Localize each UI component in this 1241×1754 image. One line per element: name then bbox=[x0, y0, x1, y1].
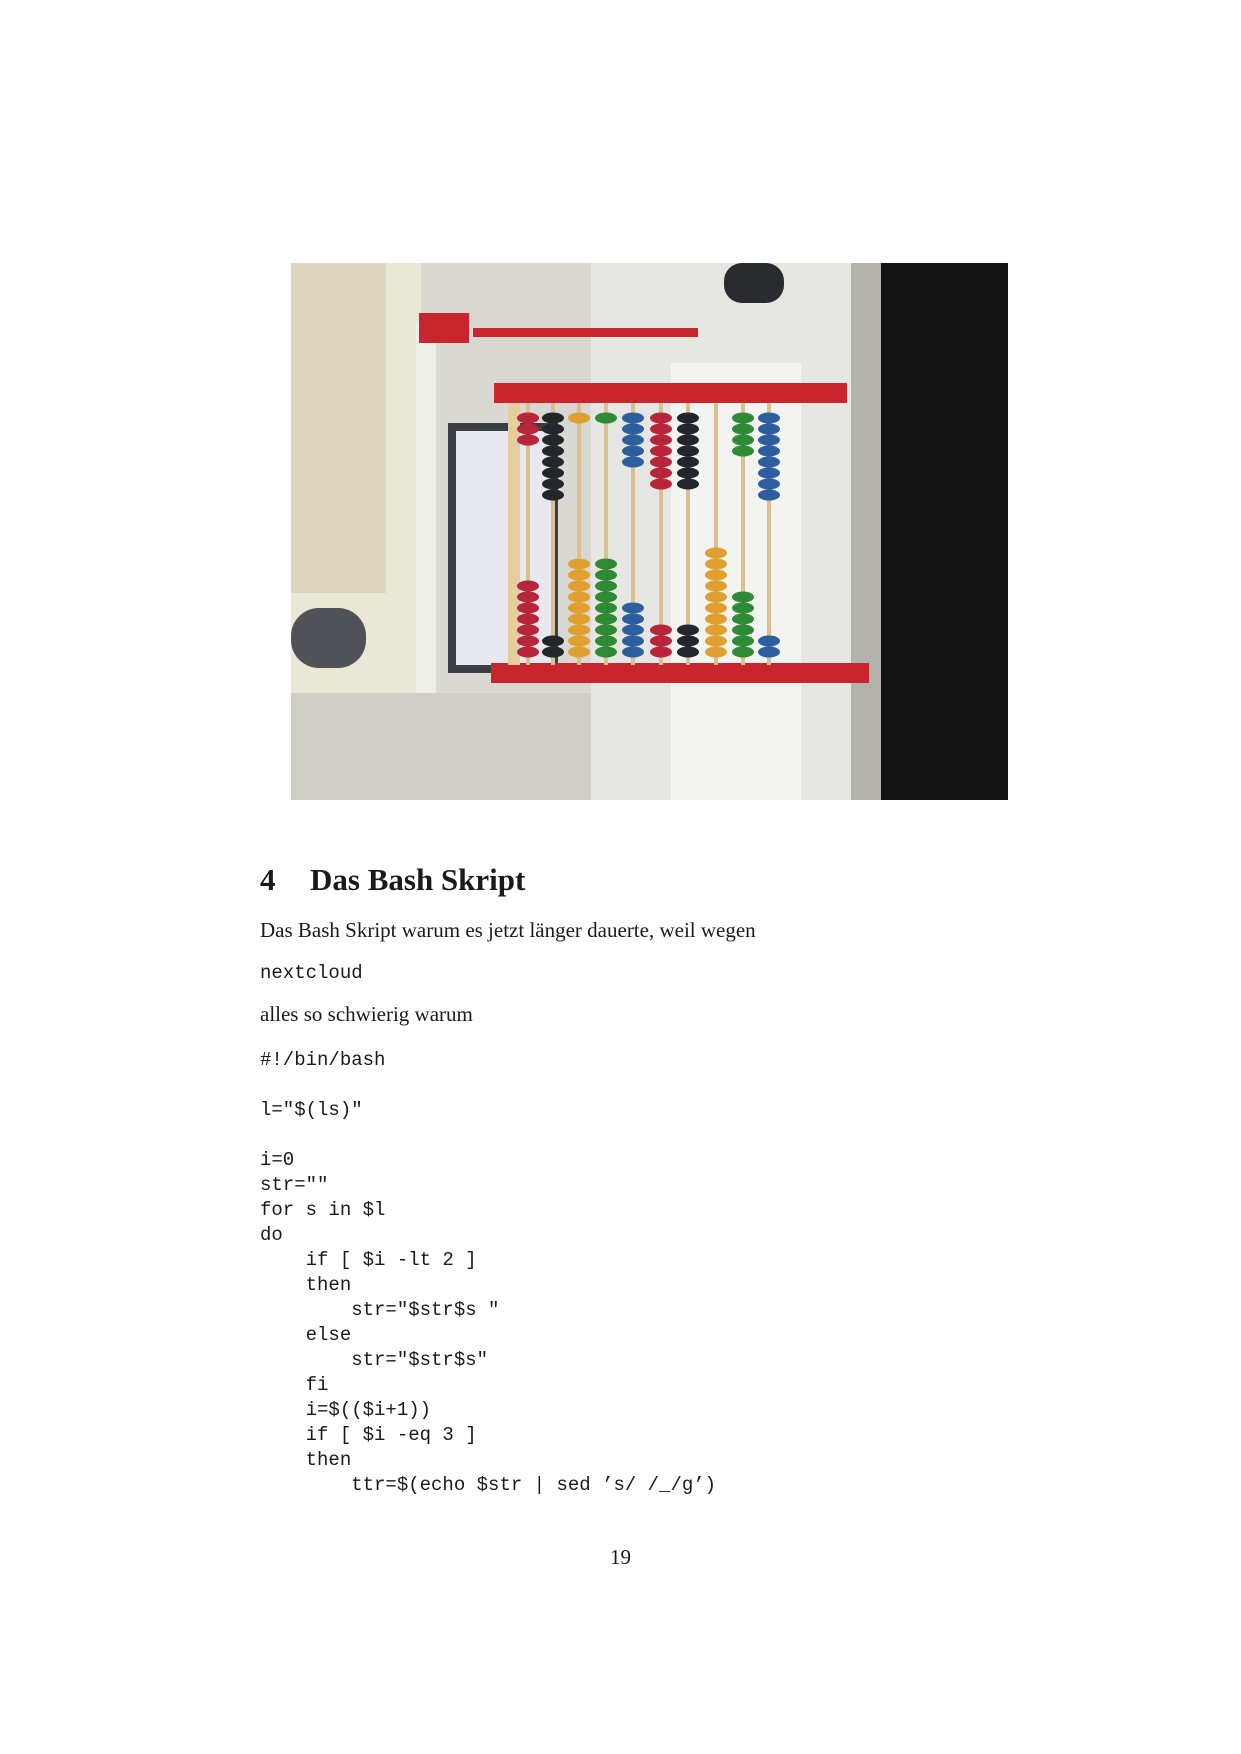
abacus-bead bbox=[517, 614, 539, 625]
abacus-bead bbox=[677, 647, 699, 658]
abacus-bead bbox=[705, 548, 727, 559]
abacus-bead bbox=[568, 559, 590, 570]
speaker bbox=[291, 608, 366, 668]
abacus-bead bbox=[732, 647, 754, 658]
abacus-bead bbox=[568, 636, 590, 647]
abacus-bead bbox=[677, 625, 699, 636]
abacus-bead bbox=[705, 581, 727, 592]
back-abacus-post bbox=[419, 313, 469, 343]
abacus-bead bbox=[622, 603, 644, 614]
abacus-bead bbox=[677, 479, 699, 490]
lace-curtain bbox=[291, 263, 386, 593]
abacus-bead bbox=[758, 647, 780, 658]
abacus-bead bbox=[677, 435, 699, 446]
abacus-bead bbox=[595, 614, 617, 625]
abacus-photo bbox=[291, 263, 1008, 800]
abacus-bead bbox=[517, 625, 539, 636]
abacus-bead bbox=[677, 457, 699, 468]
abacus-bead bbox=[595, 636, 617, 647]
window-frame bbox=[416, 323, 436, 703]
abacus-bead bbox=[705, 636, 727, 647]
page-number: 19 bbox=[610, 1545, 631, 1569]
abacus-bead bbox=[622, 424, 644, 435]
abacus-bead bbox=[568, 581, 590, 592]
abacus-bead bbox=[732, 592, 754, 603]
abacus-bead bbox=[758, 446, 780, 457]
abacus-top-bar bbox=[494, 383, 847, 403]
abacus-bead bbox=[650, 479, 672, 490]
abacus-bead bbox=[568, 413, 590, 424]
abacus-bead bbox=[595, 559, 617, 570]
abacus-bead bbox=[517, 592, 539, 603]
abacus-bead bbox=[517, 413, 539, 424]
abacus-bead bbox=[517, 603, 539, 614]
abacus-bead bbox=[650, 625, 672, 636]
abacus-bead bbox=[542, 647, 564, 658]
abacus-bead bbox=[568, 614, 590, 625]
abacus-bead bbox=[732, 614, 754, 625]
abacus-bead bbox=[622, 457, 644, 468]
paragraph-1: Das Bash Skript warum es jetzt länger dauerte, weil wegen bbox=[260, 918, 756, 942]
abacus-bead bbox=[595, 647, 617, 658]
abacus-bead bbox=[622, 614, 644, 625]
abacus-bead bbox=[622, 446, 644, 457]
abacus-bead bbox=[568, 592, 590, 603]
abacus-bead bbox=[542, 457, 564, 468]
abacus-bead bbox=[705, 570, 727, 581]
dark-floor bbox=[881, 263, 1008, 800]
abacus-bead bbox=[595, 570, 617, 581]
abacus-bead bbox=[595, 592, 617, 603]
abacus-bead bbox=[622, 435, 644, 446]
abacus-bead bbox=[732, 413, 754, 424]
abacus-bead bbox=[677, 468, 699, 479]
abacus-bead bbox=[705, 625, 727, 636]
section-title: Das Bash Skript bbox=[310, 862, 526, 897]
abacus-bead bbox=[542, 636, 564, 647]
abacus-bead bbox=[517, 636, 539, 647]
abacus-bead bbox=[622, 647, 644, 658]
abacus-bead bbox=[650, 647, 672, 658]
abacus-bead bbox=[677, 413, 699, 424]
abacus-bead bbox=[517, 424, 539, 435]
abacus-bead bbox=[568, 625, 590, 636]
abacus-bead bbox=[542, 479, 564, 490]
abacus-bead bbox=[650, 446, 672, 457]
abacus-bead bbox=[622, 413, 644, 424]
abacus-bottom-bar bbox=[491, 663, 869, 683]
code-block: #!/bin/bash l="$(ls)" i=0 str="" for s in $l do if [ $i -lt 2 ] then str="$str$s " else str="$str$s" fi i=$(($i+1)) if [ $i -eq 3 ] then ttr=$(echo $str | sed ’s/ /_/g’) bbox=[260, 1049, 717, 1496]
abacus-bead bbox=[542, 446, 564, 457]
inline-code: nextcloud bbox=[260, 962, 363, 984]
abacus-bead bbox=[758, 479, 780, 490]
abacus-bead bbox=[568, 647, 590, 658]
abacus-bead bbox=[542, 490, 564, 501]
abacus-bead bbox=[542, 424, 564, 435]
abacus-bead bbox=[568, 570, 590, 581]
abacus-bead bbox=[705, 614, 727, 625]
abacus-bead bbox=[517, 581, 539, 592]
abacus-bead bbox=[542, 435, 564, 446]
abacus-bead bbox=[650, 413, 672, 424]
abacus-bead bbox=[650, 457, 672, 468]
abacus-bead bbox=[732, 435, 754, 446]
abacus-bead bbox=[732, 424, 754, 435]
abacus-bead bbox=[705, 592, 727, 603]
windowsill bbox=[291, 693, 591, 800]
abacus-bead bbox=[542, 413, 564, 424]
section-heading bbox=[260, 862, 525, 898]
abacus-bead bbox=[595, 413, 617, 424]
abacus-bead bbox=[732, 603, 754, 614]
abacus-bead bbox=[677, 424, 699, 435]
abacus-bead bbox=[677, 636, 699, 647]
abacus-bead bbox=[542, 468, 564, 479]
abacus-bead bbox=[517, 647, 539, 658]
abacus-bead bbox=[732, 446, 754, 457]
abacus-bead bbox=[758, 490, 780, 501]
back-abacus-bar bbox=[473, 328, 698, 337]
abacus-bead bbox=[758, 468, 780, 479]
paragraph-2: alles so schwierig warum bbox=[260, 1002, 473, 1026]
abacus-bead bbox=[517, 435, 539, 446]
abacus-bead bbox=[732, 636, 754, 647]
abacus-bead bbox=[758, 636, 780, 647]
abacus-bead bbox=[568, 603, 590, 614]
abacus-bead bbox=[758, 424, 780, 435]
abacus-bead bbox=[622, 636, 644, 647]
abacus-photo-svg bbox=[291, 263, 1008, 800]
abacus-bead bbox=[705, 559, 727, 570]
abacus-bead bbox=[705, 647, 727, 658]
abacus-bead bbox=[705, 603, 727, 614]
section-number: 4 bbox=[260, 862, 276, 897]
abacus-bead bbox=[758, 413, 780, 424]
abacus-bead bbox=[650, 636, 672, 647]
abacus-bead bbox=[595, 625, 617, 636]
abacus-bead bbox=[732, 625, 754, 636]
abacus-bead bbox=[650, 435, 672, 446]
mouse bbox=[724, 263, 784, 303]
abacus-bead bbox=[595, 581, 617, 592]
abacus-bead bbox=[758, 435, 780, 446]
abacus-bead bbox=[677, 446, 699, 457]
abacus-bead bbox=[650, 468, 672, 479]
abacus-bead bbox=[650, 424, 672, 435]
abacus-bead bbox=[595, 603, 617, 614]
abacus-bead bbox=[622, 625, 644, 636]
abacus-bead bbox=[758, 457, 780, 468]
